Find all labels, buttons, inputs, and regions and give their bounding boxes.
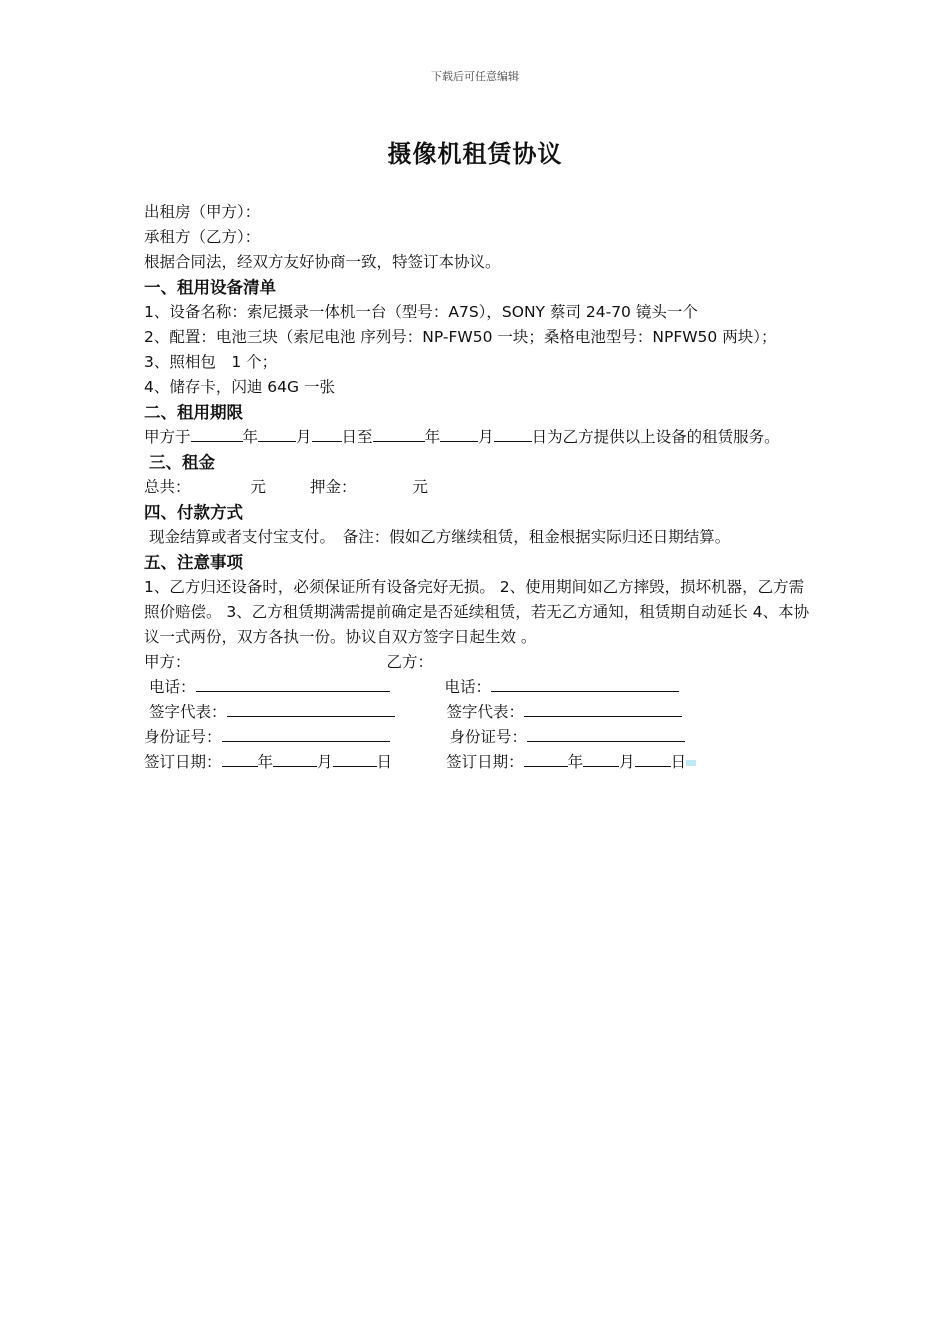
date-year-unit-b: 年 [567,753,584,771]
phone-blank-b[interactable] [491,675,679,692]
period-to-label: 日至 [341,428,373,446]
party-b-label: 乙方： [386,653,434,671]
equipment-item-4: 4、储存卡，闪迪 64G 一张 [144,378,335,396]
end-day-blank[interactable] [494,425,532,442]
date-day-unit-b: 日 [670,753,687,771]
deposit-label: 押金： [310,478,357,496]
section4-heading: 四、付款方式 [144,503,243,522]
phone-line [144,675,824,700]
start-year-unit: 年 [242,428,259,446]
total-unit: 元 [250,478,267,496]
date-year-unit-a: 年 [257,753,274,771]
rep-label-b: 签字代表： [446,703,525,721]
notes-text: 1、乙方归还设备时，必须保证所有设备完好无损。 2、使用期间如乙方摔毁，损坏机器，乙方需照价赔偿。 3、乙方租赁期满需提前确定是否延续租赁，若无乙方通知，租赁期自动延长 4、本协议一式两份，双方各执一份。协议自双方签字日起生效 。 [144,578,810,646]
section1-heading: 一、租用设备清单 [144,278,276,297]
phone-label-b: 电话： [444,678,492,696]
date-day-unit-a: 日 [376,753,393,771]
equipment-item-3: 3、照相包 1 个； [144,353,278,371]
date-month-blank-b[interactable] [583,750,619,767]
intro-text: 根据合同法，经双方友好协商一致，特签订本协议。 [144,253,501,271]
equipment-item-1: 1、设备名称：索尼摄录一体机一台（型号：A7S），SONY 蔡司 24-70 镜头一个 [144,303,698,321]
phone-label-a: 电话： [149,678,196,696]
deposit-unit: 元 [412,478,429,496]
rep-label-a: 签字代表： [149,703,227,721]
end-year-blank[interactable] [373,425,425,442]
equipment-item-2: 2、配置：电池三块（索尼电池 序列号：NP-FW50 一块；桑格电池型号：NPFW50 两块）； [144,328,777,346]
id-blank-b[interactable] [527,725,685,742]
date-month-unit-a: 月 [317,753,333,771]
period-end-text: 日为乙方提供以上设备的租赁服务。 [531,428,780,446]
header-note: 下载后可任意编辑 [431,70,519,83]
date-day-blank-b[interactable] [635,750,671,767]
party-a-label: 甲方： [144,653,191,671]
payment-text: 现金结算或者支付宝支付。 备注：假如乙方继续租赁，租金根据实际归还日期结算。 [149,528,731,546]
page-title: 摄像机租赁协议 [387,140,563,168]
rep-blank-a[interactable] [227,700,395,717]
date-year-blank-a[interactable] [222,750,258,767]
id-blank-a[interactable] [222,725,390,742]
phone-blank-a[interactable] [196,675,390,692]
end-month-unit: 月 [478,428,494,446]
date-label-b: 签订日期： [446,753,524,771]
section3-heading: 三、租金 [149,453,215,472]
rep-blank-b[interactable] [524,700,682,717]
date-month-unit-b: 月 [619,753,635,771]
date-month-blank-a[interactable] [273,750,317,767]
cursor-marker [686,760,696,766]
section2-heading: 二、租用期限 [144,403,243,422]
start-day-blank[interactable] [312,425,342,442]
date-label-a: 签订日期： [144,753,222,771]
id-label-b: 身份证号： [449,728,528,746]
start-year-blank[interactable] [191,425,243,442]
date-line [144,750,824,775]
end-month-blank[interactable] [440,425,478,442]
date-day-blank-a[interactable] [333,750,377,767]
date-year-blank-b[interactable] [524,750,568,767]
end-year-unit: 年 [424,428,441,446]
start-month-blank[interactable] [258,425,296,442]
contract-body [144,200,824,775]
rental-period-line [144,425,824,450]
period-start-label: 甲方于 [144,428,191,446]
rep-line [144,700,824,725]
lessor-line: 出租房（甲方）： [144,203,261,221]
total-label: 总共： [144,478,191,496]
start-month-unit: 月 [296,428,312,446]
rent-line [144,475,824,500]
section5-heading: 五、注意事项 [144,553,243,572]
lessee-line: 承租方（乙方）： [144,228,261,246]
id-line [144,725,824,750]
party-line [144,650,824,675]
id-label-a: 身份证号： [144,728,222,746]
